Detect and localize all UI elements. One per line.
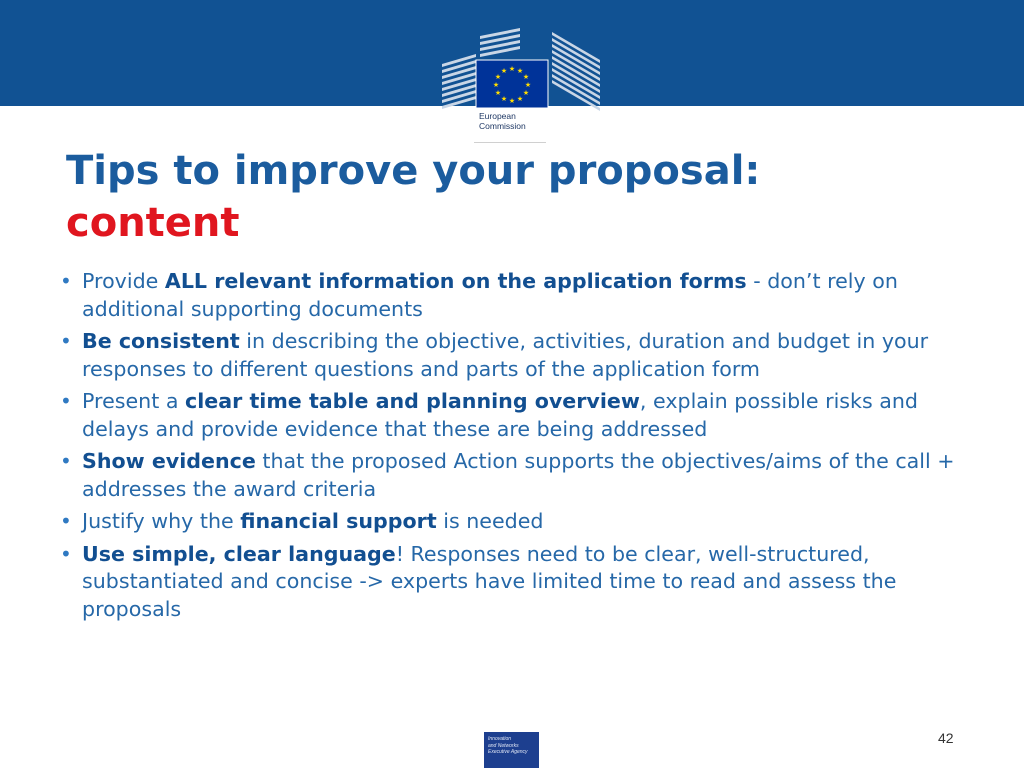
bullet-emphasis: ALL relevant information on the application forms	[164, 269, 747, 293]
list-item	[60, 388, 970, 443]
bullet-text: Present a	[82, 389, 185, 413]
list-item	[60, 268, 970, 323]
bullet-icon: •	[60, 389, 72, 413]
svg-text:★: ★	[494, 73, 502, 81]
svg-text:★: ★	[522, 73, 530, 81]
svg-text:★: ★	[492, 81, 500, 89]
bullet-text: that the proposed Action supports the objectives/aims of the call + addresses the award criteria	[82, 449, 955, 501]
svg-text:★: ★	[500, 95, 508, 103]
title-line2-accent: content	[66, 200, 240, 246]
bullet-emphasis: Be consistent	[82, 329, 240, 353]
page-number: 42	[938, 730, 954, 746]
tips-list	[60, 268, 970, 628]
agency-line2: and Networks	[488, 742, 519, 749]
logo-text-line2: Commission	[479, 121, 526, 131]
bullet-icon: •	[60, 541, 72, 566]
agency-line3: Executive Agency	[488, 749, 528, 755]
bullet-emphasis: Use simple, clear language	[82, 541, 396, 566]
bullet-icon: •	[60, 329, 72, 353]
bullet-text: Justify why the	[82, 509, 241, 533]
svg-text:★: ★	[508, 65, 516, 73]
bullet-text: , explain possible risks and delays and provide evidence that these are being addressed	[82, 389, 918, 441]
svg-text:★: ★	[516, 95, 524, 103]
svg-text:★: ★	[508, 97, 516, 105]
title-line1: Tips to improve your proposal:	[66, 148, 761, 194]
bullet-emphasis: Show evidence	[82, 449, 256, 473]
bullet-icon: •	[60, 269, 72, 293]
agency-line1: Innovation	[488, 736, 512, 742]
bullet-text: - don’t rely on additional supporting documents	[82, 269, 898, 321]
bullet-text: in describing the objective, activities, duration and budget in your responses to different questions and parts of the application form	[82, 329, 929, 381]
bullet-text: is needed	[436, 509, 544, 533]
svg-text:★: ★	[522, 89, 530, 97]
svg-text:★: ★	[524, 81, 532, 89]
slide-title	[66, 145, 966, 249]
bullet-icon: •	[60, 449, 72, 473]
bullet-emphasis: financial support	[240, 509, 437, 533]
bullet-text: ! Responses need to be clear, well-structured, substantiated and concise -> experts have limited time to read and assess the proposals	[82, 541, 897, 621]
svg-text:★: ★	[516, 67, 524, 75]
svg-text:★: ★	[494, 89, 502, 97]
bullet-text: Provide	[82, 269, 165, 293]
svg-text:★: ★	[500, 67, 508, 75]
list-item	[60, 508, 970, 536]
bullet-icon: •	[60, 509, 72, 533]
list-item	[60, 328, 970, 383]
inea-logo	[484, 732, 539, 768]
bullet-emphasis: clear time table and planning overview	[184, 389, 640, 413]
list-item	[60, 541, 970, 624]
logo-wordmark	[479, 111, 549, 131]
list-item	[60, 448, 970, 503]
logo-text-line1: European	[479, 111, 516, 121]
